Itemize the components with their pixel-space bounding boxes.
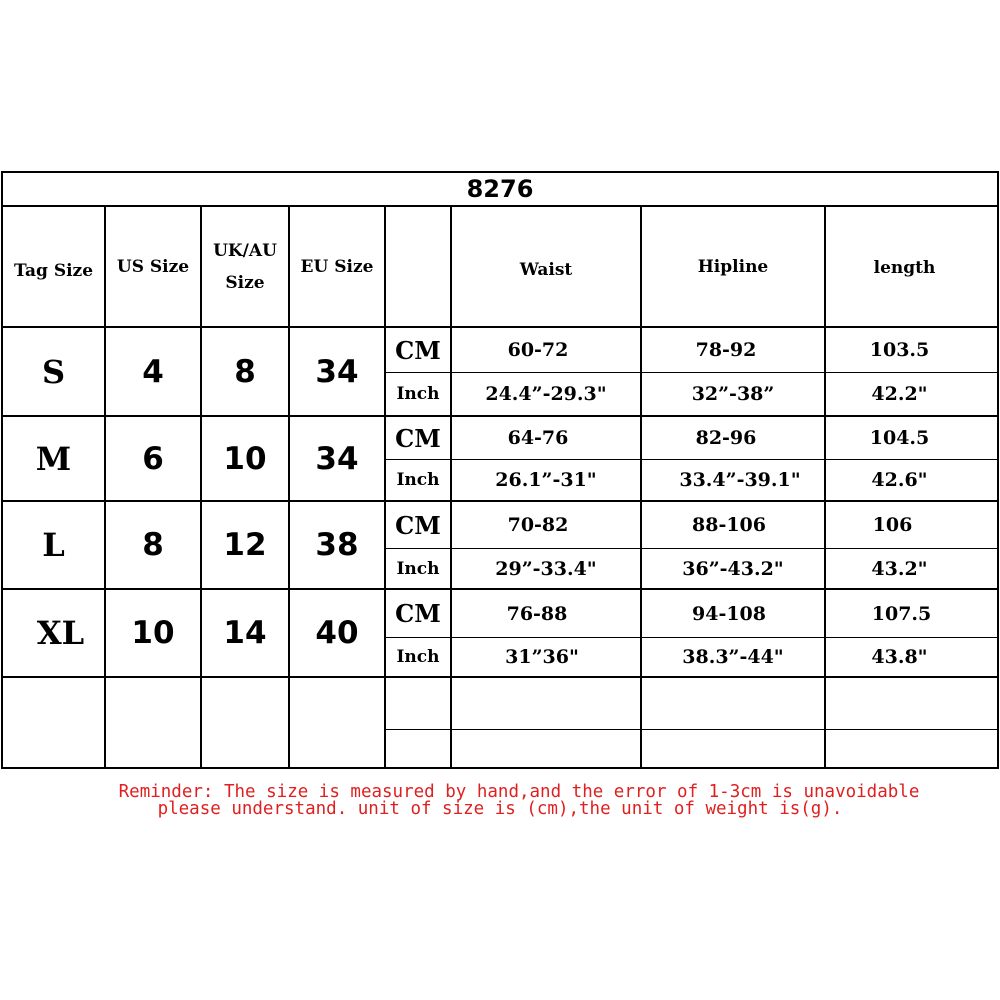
tag-size-cell: M	[35, 439, 72, 478]
uk-size-cell: 8	[234, 353, 256, 390]
table-border-right	[997, 171, 999, 769]
unit-inch-cell: Inch	[396, 558, 440, 579]
header-uk-au-size	[202, 207, 288, 326]
hip-cm-cell: 82-96	[695, 427, 757, 449]
unit-inch-cell: Inch	[396, 647, 440, 667]
reminder-line-2: please understand. unit of size is (cm),the unit of weight is(g).	[157, 799, 843, 819]
unit-cm-cell: CM	[395, 599, 441, 628]
header-hipline: Hipline	[697, 256, 769, 277]
header-tag-size: Tag Size	[13, 260, 94, 281]
hip-inch-cell: 36”-43.2"	[682, 557, 784, 580]
length-cm-cell: 106	[872, 514, 913, 536]
tag-size-cell: S	[41, 352, 66, 391]
header-eu-size: EU Size	[300, 256, 374, 277]
us-size-cell: 6	[142, 440, 164, 477]
header-waist: Waist	[519, 259, 573, 280]
waist-cm-cell: 76-88	[506, 602, 568, 625]
table-title: 8276	[466, 175, 534, 203]
uk-size-cell: 10	[223, 440, 267, 477]
reminder-line-1: Reminder: The size is measured by hand,and the error of 1-3cm is unavoidable	[118, 782, 920, 802]
length-cm-cell: 107.5	[871, 602, 932, 625]
eu-size-cell: 38	[315, 527, 359, 563]
size-chart-table	[1, 171, 999, 769]
length-cm-cell: 103.5	[869, 339, 930, 361]
length-inch-cell: 43.2"	[871, 557, 928, 580]
hip-cm-cell: 88-106	[692, 514, 766, 536]
header-length: length	[873, 257, 936, 278]
sub-row-line	[385, 729, 999, 730]
waist-cm-cell: 70-82	[507, 514, 569, 536]
us-size-cell: 8	[142, 527, 164, 563]
row-line	[1, 676, 999, 678]
us-size-cell: 10	[131, 615, 175, 651]
table-border-bottom	[1, 767, 999, 769]
hip-inch-cell: 32”-38”	[691, 383, 775, 405]
waist-cm-cell: 64-76	[507, 427, 569, 449]
header-unit	[386, 207, 450, 326]
header-uk-au-line1: UK/AU	[213, 240, 277, 261]
tag-size-cell: L	[42, 526, 65, 564]
waist-inch-cell: 31”36"	[505, 646, 579, 668]
unit-inch-cell: Inch	[396, 470, 440, 490]
header-us-size: US Size	[116, 256, 190, 277]
length-inch-cell: 42.2"	[871, 383, 928, 405]
header-uk-au-line2: Size	[225, 272, 265, 293]
hip-cm-cell: 94-108	[692, 602, 766, 625]
hip-inch-cell: 33.4”-39.1"	[679, 469, 801, 491]
unit-inch-cell: Inch	[396, 384, 440, 404]
waist-inch-cell: 26.1”-31"	[495, 469, 597, 491]
tag-size-cell: XL	[36, 614, 85, 652]
length-inch-cell: 42.6"	[871, 469, 928, 491]
uk-size-cell: 12	[223, 527, 267, 563]
length-inch-cell: 43.8"	[871, 646, 928, 668]
unit-cm-cell: CM	[395, 510, 441, 540]
waist-cm-cell: 60-72	[507, 339, 569, 361]
eu-size-cell: 34	[315, 353, 359, 390]
eu-size-cell: 34	[315, 440, 359, 477]
uk-size-cell: 14	[223, 615, 267, 651]
unit-cm-cell: CM	[395, 423, 441, 453]
hip-inch-cell: 38.3”-44"	[682, 646, 784, 668]
waist-inch-cell: 24.4”-29.3"	[485, 383, 607, 405]
eu-size-cell: 40	[315, 615, 359, 651]
waist-inch-cell: 29”-33.4"	[495, 557, 597, 580]
length-cm-cell: 104.5	[869, 427, 930, 449]
unit-cm-cell: CM	[395, 335, 441, 365]
hip-cm-cell: 78-92	[695, 339, 757, 361]
us-size-cell: 4	[142, 353, 164, 390]
